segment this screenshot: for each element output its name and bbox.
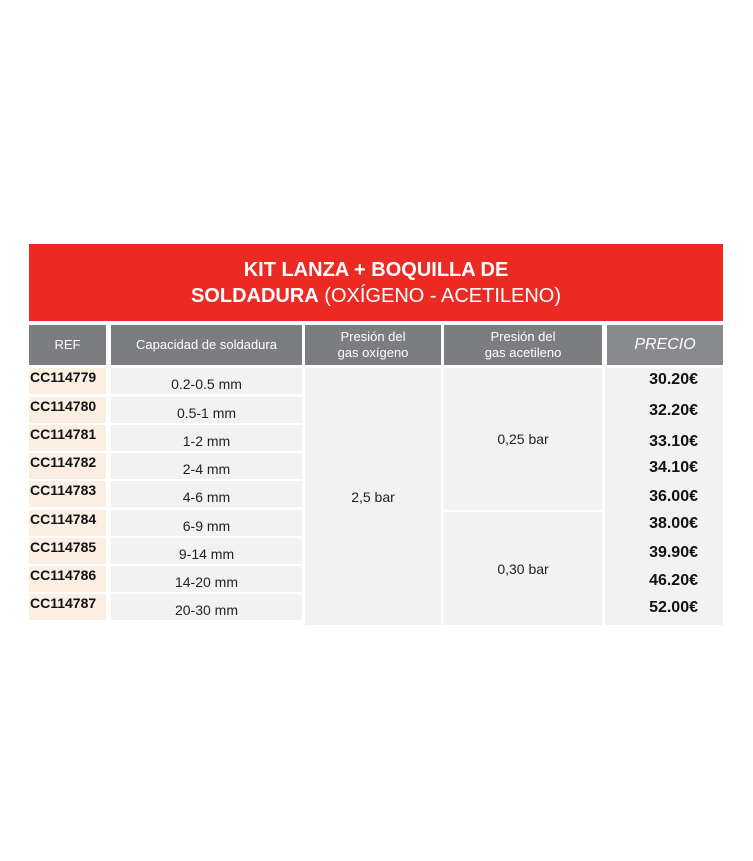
header-acetileno [444, 325, 602, 365]
capacidad-cell: 2-4 mm [111, 453, 302, 479]
title-line-1: KIT LANZA + BOQUILLA DE [243, 259, 509, 281]
price-cell: 32.20€ [649, 402, 698, 419]
ref-cell: CC114782 [29, 453, 106, 479]
ref-cell: CC114784 [29, 510, 106, 536]
header-acetileno-line2: gas acetileno [484, 345, 562, 360]
title-line-2 [29, 284, 723, 308]
header-oxigeno-line2: gas oxígeno [337, 345, 409, 360]
capacidad-cell: 0.5-1 mm [111, 397, 302, 423]
price-cell: 39.90€ [649, 544, 698, 561]
price-cell: 30.20€ [649, 371, 698, 388]
oxigeno-pressure-cell: 2,5 bar [305, 368, 441, 625]
ref-cell: CC114783 [29, 481, 106, 507]
ref-cell: CC114787 [29, 594, 106, 620]
capacidad-cell: 14-20 mm [111, 566, 302, 592]
header-oxigeno-line1: Presión del [340, 329, 406, 344]
header-oxigeno [305, 325, 441, 365]
title-line-2-rest: (OXÍGENO - ACETILENO) [318, 285, 562, 307]
price-cell: 38.00€ [649, 515, 698, 532]
capacidad-cell: 9-14 mm [111, 538, 302, 564]
price-cell: 33.10€ [649, 433, 698, 450]
price-cell: 46.20€ [649, 572, 698, 589]
title-line-2-bold: SOLDADURA [190, 285, 319, 307]
acetileno-pressure-cell-2: 0,30 bar [444, 512, 602, 625]
capacidad-cell: 6-9 mm [111, 510, 302, 536]
ref-cell: CC114785 [29, 538, 106, 564]
header-precio: PRECIO [607, 325, 723, 365]
header-capacidad: Capacidad de soldadura [111, 325, 302, 365]
price-cell: 36.00€ [649, 488, 698, 505]
table-title-banner [29, 244, 723, 321]
ref-cell: CC114781 [29, 425, 106, 451]
ref-cell: CC114779 [29, 368, 106, 394]
header-acetileno-line1: Presión del [490, 329, 556, 344]
price-cell: 34.10€ [649, 459, 698, 476]
acetileno-pressure-cell-1: 0,25 bar [444, 368, 602, 510]
price-cell: 52.00€ [649, 599, 698, 616]
capacidad-cell: 1-2 mm [111, 425, 302, 451]
capacidad-cell: 4-6 mm [111, 481, 302, 507]
header-ref: REF [29, 325, 106, 365]
capacidad-cell: 0.2-0.5 mm [111, 368, 302, 394]
ref-cell: CC114780 [29, 397, 106, 423]
ref-cell: CC114786 [29, 566, 106, 592]
capacidad-cell: 20-30 mm [111, 594, 302, 620]
